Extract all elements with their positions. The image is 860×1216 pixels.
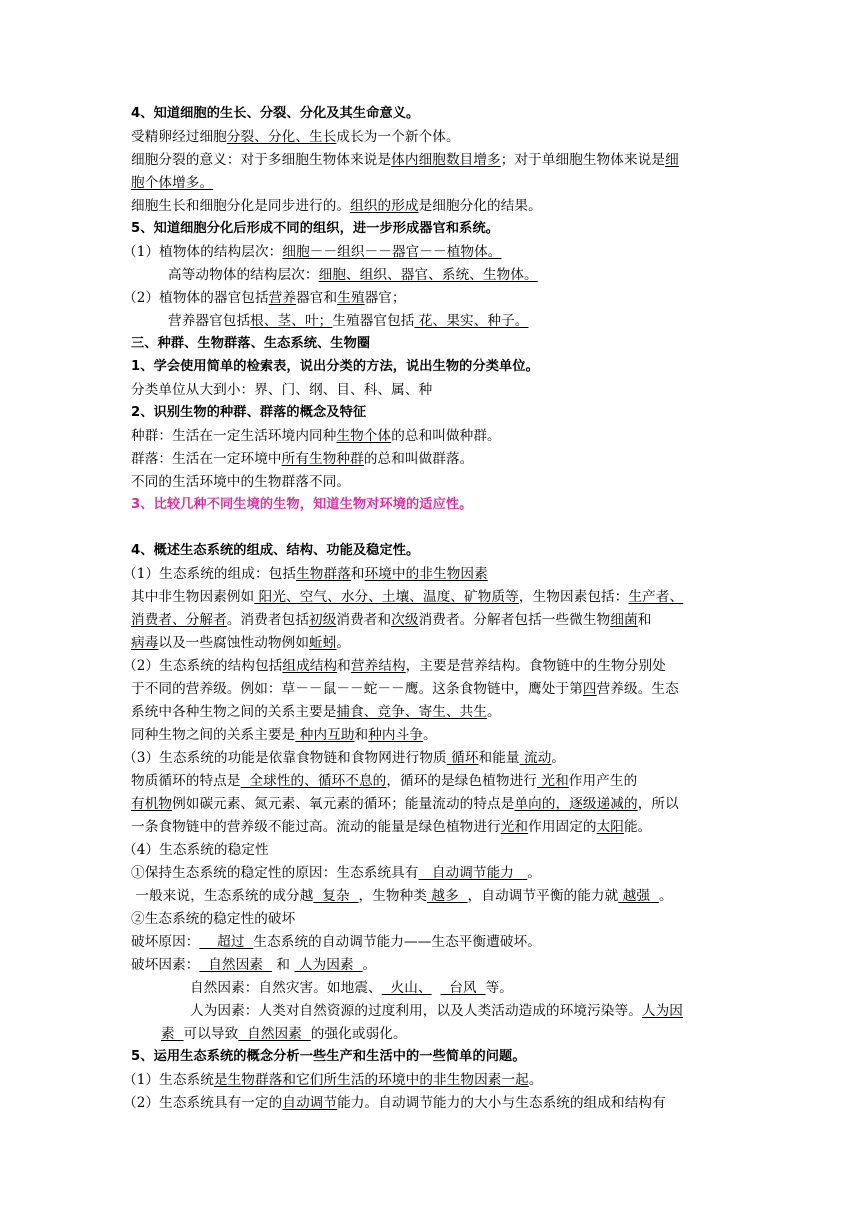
text-run: 例如碳元素、氮元素、氧元素的循环；能量流动的特点是 [172, 796, 515, 812]
text-run: 分类单位从大到小：界、门、纲、目、科、属、种 [131, 382, 433, 398]
text-run: 1、学会使用简单的检索表，说出分类的方法，说出生物的分类单位。 [131, 359, 539, 374]
underlined-answer: 四 [582, 681, 597, 697]
text-line [161, 1023, 407, 1045]
text-run: 不同的生活环境中的生物群落不同。 [131, 474, 351, 490]
underlined-answer: 细胞、组织、器官、系统、生物体。 [318, 267, 538, 283]
text-line [190, 1000, 683, 1022]
text-run: 和 [354, 727, 369, 743]
text-run: （3）生态系统的功能是依靠食物链和食物网进行物质 [123, 750, 447, 766]
text-run: 消费者。分解者包括一些微生物 [418, 612, 611, 628]
text-run: （1）生态系统的组成：包括 [123, 566, 297, 582]
text-run: 系统中各种生物之间的关系主要是 [131, 704, 337, 720]
text-run: 5、知道细胞分化后形成不同的组织，进一步形成器官和系统。 [131, 221, 500, 236]
underlined-answer: 超过 [199, 934, 254, 950]
text-run: ；对于单细胞生物体来说是 [500, 152, 666, 168]
text-run: （2）植物体的器官包括 [123, 290, 269, 306]
text-run: 。 [423, 727, 437, 743]
underlined-answer: 捕食、竞争、寄生、共生 [336, 704, 488, 720]
underlined-answer: 细菌 [610, 612, 638, 628]
underlined-answer: 是生物群落和它们所生活的环境中的非生物因素一起 [213, 1072, 529, 1088]
underlined-answer: 消费者、分解者 [131, 612, 227, 628]
text-line [190, 977, 513, 999]
underlined-answer: 越多 [427, 888, 468, 904]
text-run: 于不同的营养级。例如：草－－鼠－－蛇－－鹰。这条食物链中，鹰处于第 [131, 681, 583, 697]
text-run: 4、知道细胞的生长、分裂、分化及其生命意义。 [131, 106, 420, 121]
underlined-answer: 种内互助 [295, 727, 355, 743]
underlined-answer: 生物群落 [296, 566, 351, 582]
section-heading-3 [131, 333, 370, 355]
underlined-answer: 自动调节 [282, 1095, 338, 1111]
text-run: 5、运用生态系统的概念分析一些生产和生活中的一些简单的问题。 [131, 1049, 526, 1064]
underlined-answer: 花、果实、种子。 [414, 313, 529, 329]
text-run: ，所以 [637, 796, 679, 812]
heading-ecosystem-application [131, 1046, 526, 1068]
heading-cell-growth [131, 103, 419, 125]
text-run: ，生物因素包括： [518, 589, 629, 605]
underlined-answer: 病毒 [131, 635, 159, 651]
text-run: 自然因素：自然灾害。如地震、 [190, 980, 382, 996]
underlined-answer: 光和 [536, 773, 569, 789]
text-run: 一般来说，生态系统的成分越 [131, 888, 314, 904]
text-run: 营养器官包括 [168, 313, 251, 329]
text-line [131, 931, 541, 953]
underlined-answer: 光和 [500, 819, 529, 835]
text-run: 人为因素：人类对自然资源的过度利用，以及人类活动造成的环境污染等。 [190, 1003, 642, 1019]
text-line [131, 172, 213, 194]
text-line [131, 816, 651, 838]
underlined-answer: 生殖 [337, 290, 365, 306]
underlined-answer: 太阳 [596, 819, 624, 835]
underlined-answer: 胞个体增多。 [131, 175, 214, 191]
text-run: 生态系统的自动调节能力——生态平衡遭破坏。 [253, 934, 541, 950]
text-line [131, 862, 541, 884]
text-run: （2）生态系统具有一定的 [123, 1095, 283, 1111]
text-line [123, 1069, 543, 1091]
underlined-answer: 体内细胞数目增多 [391, 152, 501, 168]
underlined-answer: 细胞－－组织－－器官－－植物体。 [282, 244, 502, 260]
text-run: 3、比较几种不同生境的生物，知道生物对环境的适应性。 [131, 497, 473, 512]
text-run: 破坏原因： [131, 934, 200, 950]
text-run: 破坏因素： [131, 957, 200, 973]
text-run: ，生物种类 [358, 888, 427, 904]
text-line [131, 632, 350, 654]
underlined-answer: 生物个体 [336, 428, 392, 444]
text-run: 同种生物之间的关系主要是 [131, 727, 296, 743]
text-run: 消费者和 [336, 612, 392, 628]
text-run: 2、识别生物的种群、群落的概念及特征 [131, 405, 367, 420]
text-run: 能。 [623, 819, 652, 835]
text-run: ，循环的是绿色植物进行 [386, 773, 537, 789]
text-line [168, 264, 538, 286]
heading-cell-differentiation [131, 218, 499, 240]
text-line [131, 471, 350, 493]
underlined-answer: 营养 [268, 290, 297, 306]
underlined-answer: 有机物 [131, 796, 173, 812]
text-run: 群落：生活在一定环境中 [131, 451, 282, 467]
text-line [131, 609, 651, 631]
text-run: （1）生态系统 [123, 1072, 214, 1088]
text-line [131, 195, 542, 217]
underlined-answer: 越强 [618, 888, 659, 904]
text-line [123, 655, 666, 677]
text-run: 营养级。生态 [596, 681, 679, 697]
text-run: 和 [271, 957, 295, 973]
underlined-answer: 自动调节能力 [418, 865, 528, 881]
text-run: 种群：生活在一定生活环境内同种 [131, 428, 337, 444]
underlined-answer: 全球性的、循环不息的 [240, 773, 387, 789]
text-line [131, 448, 473, 470]
text-run: 。 [528, 1072, 543, 1088]
underlined-answer: 阳光、空气、水分、土壤、温度、矿物质等 [254, 589, 519, 605]
text-run: ②生态系统的稳定性的破坏 [131, 911, 296, 927]
text-run: 的总和叫做种群。 [391, 428, 501, 444]
text-run: 其中非生物因素例如 [131, 589, 255, 605]
text-run: 。 [487, 704, 501, 720]
underlined-answer: 自然因素 [199, 957, 272, 973]
text-run: 的总和叫做群落。 [363, 451, 474, 467]
text-run: 成长为一个新个体。 [336, 129, 460, 145]
text-line [131, 149, 679, 171]
text-line [131, 954, 376, 976]
text-line [123, 563, 488, 585]
text-run: 器官； [364, 290, 406, 306]
text-line [131, 586, 683, 608]
text-line [123, 839, 269, 861]
text-run: 等。 [485, 980, 513, 996]
text-run: 细胞分裂的意义：对于多细胞生物体来说是 [131, 152, 392, 168]
text-run: 能力。自动调节能力的大小与生态系统的组成和结构有 [337, 1095, 666, 1111]
underlined-answer: 组织的形成 [350, 198, 419, 214]
text-line [131, 885, 673, 907]
underlined-answer: 素 [161, 1026, 184, 1042]
underlined-answer: 人为因 [641, 1003, 683, 1019]
underlined-answer: 自然因素 [238, 1026, 311, 1042]
text-run: 高等动物体的结构层次： [168, 267, 319, 283]
text-line [131, 793, 679, 815]
text-line [131, 678, 679, 700]
text-run: 可以导致 [183, 1026, 239, 1042]
text-run: 。 [551, 750, 566, 766]
text-run: ，自动调节平衡的能力就 [467, 888, 619, 904]
heading-classification [131, 356, 539, 378]
text-line [131, 701, 501, 723]
text-run: 和 [337, 658, 351, 674]
underlined-answer: 台风 [440, 980, 486, 996]
text-run: 和能量 [478, 750, 520, 766]
text-run: 三、种群、生物群落、生态系统、生物圈 [131, 336, 371, 351]
underlined-answer: 生产者、 [628, 589, 684, 605]
text-run: 。 [362, 957, 377, 973]
underlined-answer: 单向的，逐级递减的 [514, 796, 638, 812]
text-line [123, 287, 406, 309]
text-run: ，主要是营养结构。食物链中的生物分别处 [405, 658, 666, 674]
text-run: 器官和 [296, 290, 338, 306]
underlined-answer: 组成结构 [282, 658, 338, 674]
underlined-answer: 人为因素 [294, 957, 363, 973]
text-run: 作用产生的 [568, 773, 638, 789]
text-run: 。 [336, 635, 351, 651]
heading-ecosystem [131, 540, 419, 562]
text-line [131, 770, 637, 792]
underlined-answer: 所有生物种群 [281, 451, 364, 467]
underlined-answer: 蚯蚓 [309, 635, 337, 651]
text-line [123, 1092, 666, 1114]
text-run: （4）生态系统的稳定性 [123, 842, 269, 858]
text-line [123, 747, 565, 769]
text-line [131, 379, 432, 401]
text-run: 作用固定的 [528, 819, 597, 835]
text-run: 生殖器官包括 [332, 313, 415, 329]
heading-habitat-adaptation [131, 494, 472, 516]
underlined-answer: 分裂、分化、生长 [226, 129, 337, 145]
underlined-answer: 火山、 [381, 980, 432, 996]
underlined-answer: 流动 [519, 750, 552, 766]
text-run: 4、概述生态系统的组成、结构、功能及稳定性。 [131, 543, 420, 558]
text-run: （2）生态系统的结构包括 [123, 658, 283, 674]
text-run: 的强化或弱化。 [310, 1026, 407, 1042]
text-line [131, 126, 460, 148]
text-run: 。 [527, 865, 541, 881]
text-run: ①保持生态系统的稳定性的原因：生态系统具有 [131, 865, 419, 881]
text-run: 细胞生长和细胞分化是同步进行的。 [131, 198, 351, 214]
text-run: 。消费者包括 [226, 612, 310, 628]
text-run: 物质循环的特点是 [131, 773, 241, 789]
underlined-answer: 细 [665, 152, 679, 168]
text-line [131, 724, 437, 746]
underlined-answer: 营养结构 [350, 658, 406, 674]
underlined-answer: 初级 [309, 612, 337, 628]
underlined-answer: 循环 [446, 750, 479, 766]
underlined-answer: 根、茎、叶； [250, 313, 333, 329]
text-run: 一条食物链中的营养级不能过高。流动的能量是绿色植物进行 [131, 819, 501, 835]
text-run: 以及一些腐蚀性动物例如 [158, 635, 310, 651]
underlined-answer: 次级 [391, 612, 419, 628]
text-line [131, 908, 295, 930]
text-run: 和 [637, 612, 652, 628]
text-run: （1）植物体的结构层次： [123, 244, 283, 260]
text-run: 和 [350, 566, 365, 582]
text-run [432, 980, 441, 996]
text-line [131, 425, 501, 447]
heading-population-community [131, 402, 366, 424]
text-run: 。 [658, 888, 673, 904]
underlined-answer: 种内斗争 [368, 727, 424, 743]
text-line [123, 241, 502, 263]
text-line [168, 310, 529, 332]
text-run: 是细胞分化的结果。 [418, 198, 542, 214]
text-run: 受精卵经过细胞 [131, 129, 227, 145]
underlined-answer: 环境中的非生物因素 [364, 566, 488, 582]
underlined-answer: 复杂 [313, 888, 359, 904]
